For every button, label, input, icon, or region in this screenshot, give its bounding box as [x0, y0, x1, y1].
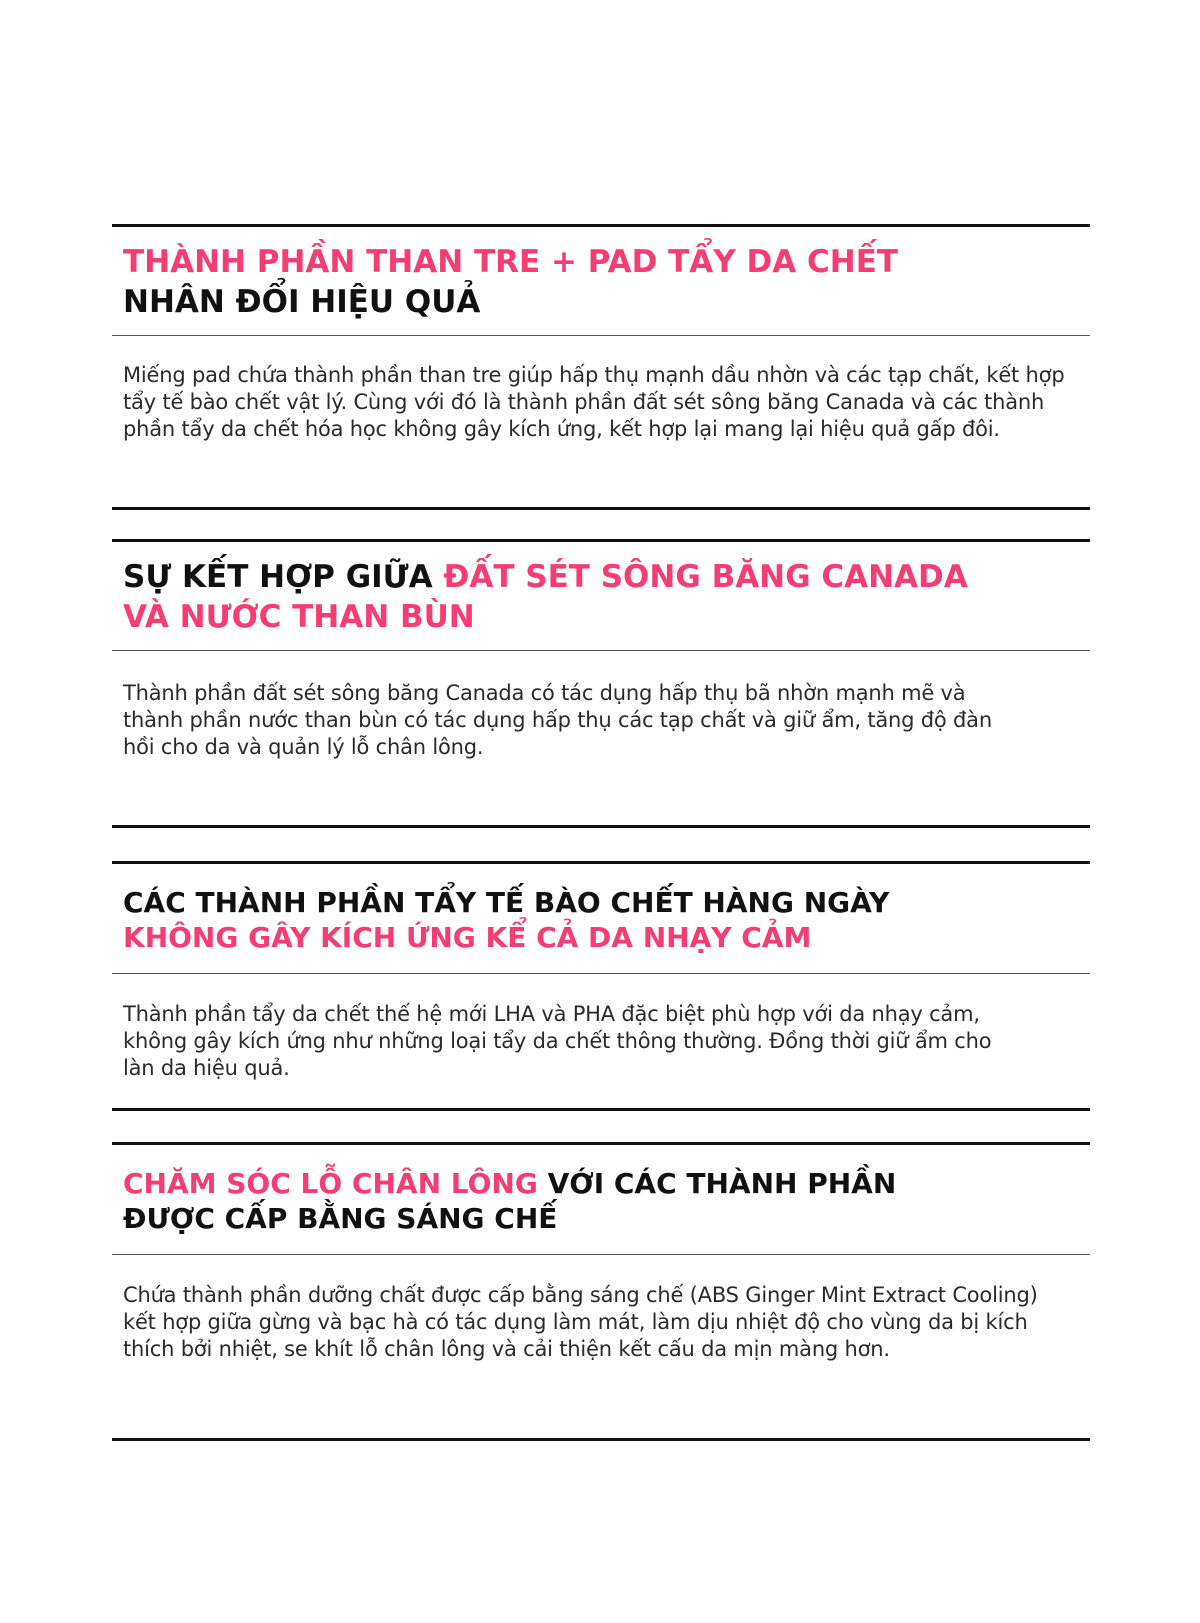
- section-top-rule: [112, 1142, 1090, 1145]
- heading-accent-text: CHĂM SÓC LỖ CHÂN LÔNG: [123, 1167, 538, 1200]
- heading-accent-text: ĐẤT SÉT SÔNG BĂNG CANADA: [443, 559, 968, 595]
- heading-accent-text: THÀNH PHẦN THAN TRE + PAD TẨY DA CHẾT: [123, 244, 899, 280]
- section-bottom-rule: [112, 507, 1090, 510]
- section-bottom-rule: [112, 825, 1090, 828]
- heading-line-1: [123, 885, 889, 920]
- heading-text: CÁC THÀNH PHẦN TẨY TẾ BÀO CHẾT HÀNG NGÀY: [123, 886, 890, 919]
- section-divider: [112, 650, 1090, 651]
- section-top-rule: [112, 539, 1090, 542]
- section-divider: [112, 973, 1090, 974]
- heading-line-2: [123, 1201, 896, 1236]
- heading-line-2: [123, 597, 968, 637]
- heading-line-2: [123, 282, 898, 322]
- heading-text: ĐƯỢC CẤP BẰNG SÁNG CHẾ: [123, 1202, 558, 1235]
- heading-line-1: [123, 242, 898, 282]
- section-divider: [112, 1254, 1090, 1255]
- heading-line-2: [123, 920, 889, 955]
- heading-text: NHÂN ĐỔI HIỆU QUẢ: [123, 284, 481, 320]
- heading-line-1: [123, 1166, 896, 1201]
- section-body: Thành phần tẩy da chết thế hệ mới LHA và PHA đặc biệt phù hợp với da nhạy cảm, không gây kích ứng như những loại tẩy da chết thông thường. Đồng thời giữ ẩm cho làn da hiệu quả.: [123, 1002, 992, 1080]
- heading-accent-text: VÀ NƯỚC THAN BÙN: [123, 599, 475, 635]
- heading-text: VỚI CÁC THÀNH PHẦN: [537, 1167, 897, 1200]
- heading-accent-text: KHÔNG GÂY KÍCH ỨNG KỂ CẢ DA NHẠY CẢM: [123, 921, 812, 954]
- section-heading: [123, 885, 889, 955]
- section-heading: [123, 242, 898, 322]
- heading-text: SỰ KẾT HỢP GIỮA: [123, 559, 444, 595]
- section-bottom-rule: [112, 1108, 1090, 1111]
- section-divider: [112, 335, 1090, 336]
- section-bottom-rule: [112, 1438, 1090, 1441]
- section-top-rule: [112, 224, 1090, 227]
- section-body: Chứa thành phần dưỡng chất được cấp bằng sáng chế (ABS Ginger Mint Extract Cooling) kết hợp giữa gừng và bạc hà có tác dụng làm mát, làm dịu nhiệt độ cho vùng da bị kích thích bởi nhiệt, se khít lỗ chân lông và cải thiện kết cấu da mịn màng hơn.: [123, 1283, 1038, 1361]
- section-heading: [123, 1166, 896, 1236]
- heading-line-1: [123, 557, 968, 597]
- section-top-rule: [112, 861, 1090, 864]
- section-body: Miếng pad chứa thành phần than tre giúp hấp thụ mạnh dầu nhờn và các tạp chất, kết hợp tẩy tế bào chết vật lý. Cùng với đó là thành phần đất sét sông băng Canada và các thành phần tẩy da chết hóa học không gây kích ứng, kết hợp lại mang lại hiệu quả gấp đôi.: [123, 363, 1065, 441]
- section-heading: [123, 557, 968, 637]
- section-body: Thành phần đất sét sông băng Canada có tác dụng hấp thụ bã nhờn mạnh mẽ và thành phần nước than bùn có tác dụng hấp thụ các tạp chất và giữ ẩm, tăng độ đàn hồi cho da và quản lý lỗ chân lông.: [123, 681, 992, 759]
